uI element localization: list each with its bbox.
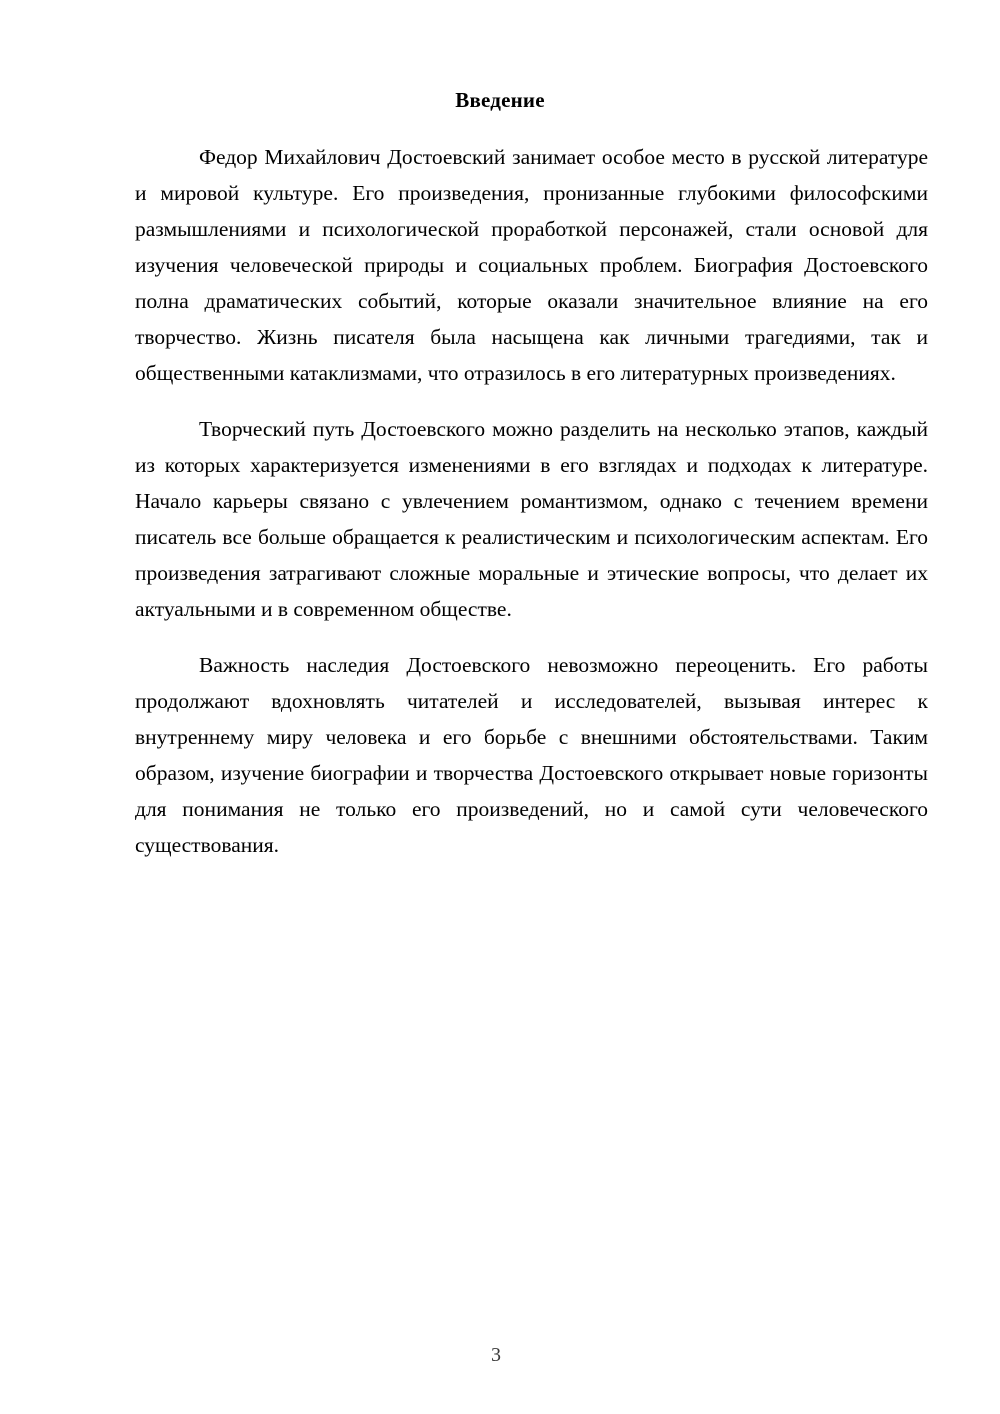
document-body [135,139,928,863]
paragraph: Федор Михайлович Достоевский занимает особое место в русской литературе и мировой культуре. Его произведения, пронизанные глубокими философскими размышлениями и психологической проработкой персонажей, стали основой для изучения человеческой природы и социальных проблем. Биография Достоевского полна драматических событий, которые оказали значительное влияние на его творчество. Жизнь писателя была насыщена как личными трагедиями, так и общественными катаклизмами, что отразилось в его литературных произведениях. [135,145,928,385]
page-title: Введение [455,88,545,112]
paragraph: Творческий путь Достоевского можно разделить на несколько этапов, каждый из которых характеризуется изменениями в его взглядах и подходах к литературе. Начало карьеры связано с увлечением романтизмом, однако с течением времени писатель все больше обращается к реалистическим и психологическим аспектам. Его произведения затрагивают сложные моральные и этические вопросы, что делает их актуальными и в современном обществе. [135,417,928,621]
paragraph: Важность наследия Достоевского невозможно переоценить. Его работы продолжают вдохновлять читателей и исследователей, вызывая интерес к внутреннему миру человека и его борьбе с внешними обстоятельствами. Таким образом, изучение биографии и творчества Достоевского открывает новые горизонты для понимания не только его произведений, но и самой сути человеческого существования. [135,653,928,857]
page-number: 3 [491,1344,501,1366]
